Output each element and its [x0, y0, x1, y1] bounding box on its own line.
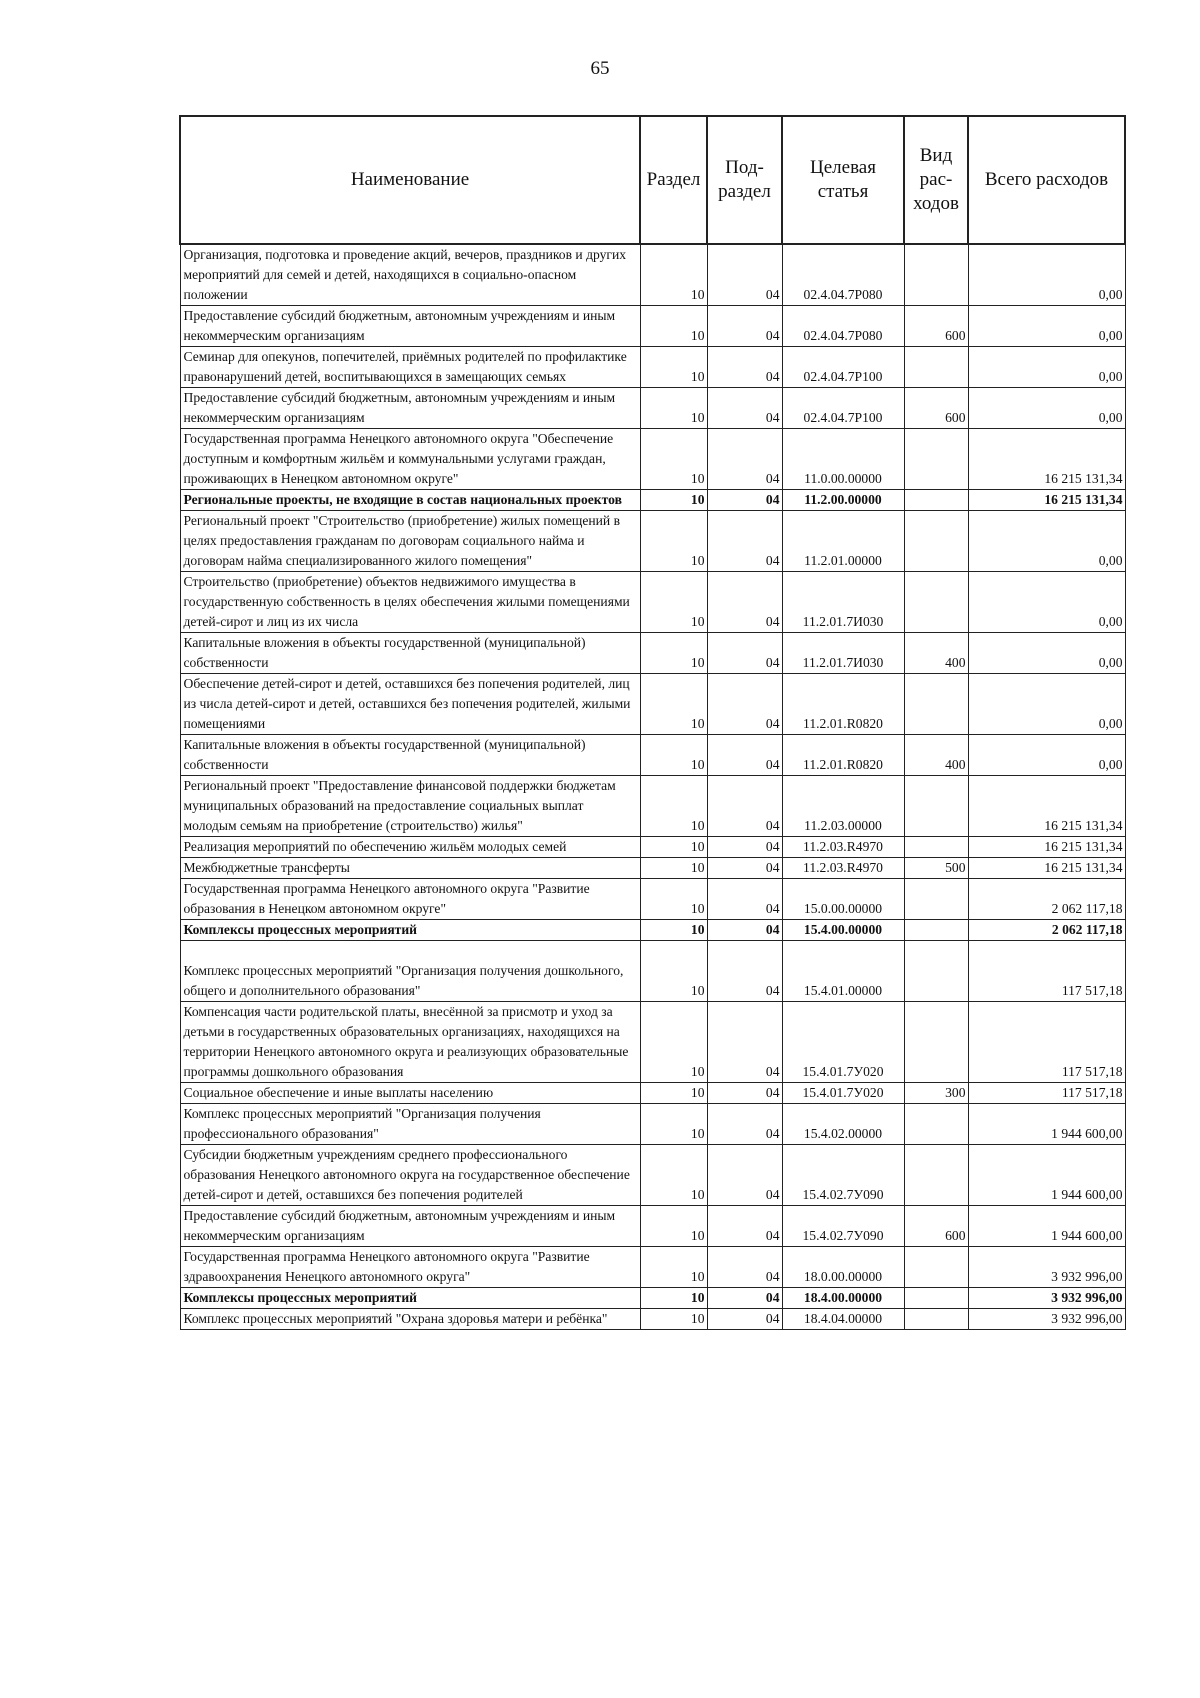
row-subsection: 04 [707, 347, 782, 388]
row-name: Региональный проект "Предоставление финансовой поддержки бюджетам муниципальных образований на предоставление социальных выплат молодым семьям на приобретение (строительство) жилья" [180, 776, 640, 837]
header-subsection: Под- раздел [707, 116, 782, 244]
header-section: Раздел [640, 116, 707, 244]
header-target-item: Целевая статья [782, 116, 904, 244]
row-section: 10 [640, 244, 707, 306]
row-expense-type [904, 879, 968, 920]
row-expense-type [904, 490, 968, 511]
row-subsection: 04 [707, 1247, 782, 1288]
row-amount: 0,00 [968, 633, 1125, 674]
row-name: Организация, подготовка и проведение акций, вечеров, праздников и других мероприятий для семей и детей, находящихся в социально-опасном положении [180, 244, 640, 306]
table-row [180, 633, 1125, 674]
row-amount: 0,00 [968, 244, 1125, 306]
row-target-item: 15.4.01.00000 [782, 941, 904, 1002]
table-row [180, 1002, 1125, 1083]
row-subsection: 04 [707, 1002, 782, 1083]
row-name: Межбюджетные трансферты [180, 858, 640, 879]
table-row [180, 572, 1125, 633]
row-section: 10 [640, 941, 707, 1002]
row-section: 10 [640, 837, 707, 858]
row-amount: 16 215 131,34 [968, 776, 1125, 837]
row-expense-type [904, 429, 968, 490]
row-target-item: 11.2.03.R4970 [782, 837, 904, 858]
row-name: Компенсация части родительской платы, внесённой за присмотр и уход за детьми в государственных образовательных организациях, находящихся на территории Ненецкого автономного округа и реализующих образовательные программы дошкольного образования [180, 1002, 640, 1083]
row-section: 10 [640, 511, 707, 572]
row-expense-type [904, 572, 968, 633]
row-subsection: 04 [707, 920, 782, 941]
row-section: 10 [640, 1083, 707, 1104]
row-section: 10 [640, 776, 707, 837]
table-row [180, 837, 1125, 858]
row-name: Социальное обеспечение и иные выплаты населению [180, 1083, 640, 1104]
row-expense-type [904, 1002, 968, 1083]
row-amount: 117 517,18 [968, 1083, 1125, 1104]
row-section: 10 [640, 858, 707, 879]
row-section: 10 [640, 388, 707, 429]
table-row [180, 1247, 1125, 1288]
row-target-item: 15.4.01.7У020 [782, 1002, 904, 1083]
row-target-item: 11.2.01.7И030 [782, 572, 904, 633]
table-row [180, 347, 1125, 388]
row-subsection: 04 [707, 776, 782, 837]
row-target-item: 15.4.02.7У090 [782, 1206, 904, 1247]
row-section: 10 [640, 1145, 707, 1206]
row-expense-type: 600 [904, 306, 968, 347]
row-amount: 117 517,18 [968, 941, 1125, 1002]
row-target-item: 11.2.03.R4970 [782, 858, 904, 879]
row-target-item: 11.2.00.00000 [782, 490, 904, 511]
row-subsection: 04 [707, 490, 782, 511]
row-target-item: 02.4.04.7Р080 [782, 306, 904, 347]
row-amount: 2 062 117,18 [968, 920, 1125, 941]
row-amount: 0,00 [968, 388, 1125, 429]
row-name: Реализация мероприятий по обеспечению жильём молодых семей [180, 837, 640, 858]
row-subsection: 04 [707, 244, 782, 306]
row-section: 10 [640, 879, 707, 920]
row-subsection: 04 [707, 837, 782, 858]
table-row [180, 1083, 1125, 1104]
row-target-item: 11.2.01.R0820 [782, 735, 904, 776]
row-name: Предоставление субсидий бюджетным, автономным учреждениям и иным некоммерческим организациям [180, 1206, 640, 1247]
row-subsection: 04 [707, 511, 782, 572]
row-name: Строительство (приобретение) объектов недвижимого имущества в государственную собственность в целях обеспечения жилыми помещениями детей-сирот и лиц из их числа [180, 572, 640, 633]
row-subsection: 04 [707, 633, 782, 674]
row-subsection: 04 [707, 1288, 782, 1309]
row-subsection: 04 [707, 1309, 782, 1330]
row-subsection: 04 [707, 1206, 782, 1247]
row-name: Государственная программа Ненецкого автономного округа "Развитие здравоохранения Ненецкого автономного округа" [180, 1247, 640, 1288]
row-section: 10 [640, 1104, 707, 1145]
row-target-item: 02.4.04.7Р100 [782, 347, 904, 388]
row-expense-type [904, 1145, 968, 1206]
header-total: Всего расходов [968, 116, 1125, 244]
row-expense-type [904, 511, 968, 572]
row-target-item: 18.4.00.00000 [782, 1288, 904, 1309]
row-expense-type: 600 [904, 1206, 968, 1247]
row-section: 10 [640, 674, 707, 735]
row-expense-type: 600 [904, 388, 968, 429]
row-amount: 1 944 600,00 [968, 1145, 1125, 1206]
row-target-item: 02.4.04.7Р080 [782, 244, 904, 306]
row-expense-type [904, 674, 968, 735]
table-row [180, 306, 1125, 347]
table-row [180, 674, 1125, 735]
row-name: Комплексы процессных мероприятий [180, 1288, 640, 1309]
row-amount: 0,00 [968, 306, 1125, 347]
row-section: 10 [640, 429, 707, 490]
row-target-item: 15.4.00.00000 [782, 920, 904, 941]
table-row [180, 1288, 1125, 1309]
row-expense-type [904, 920, 968, 941]
row-target-item: 18.4.04.00000 [782, 1309, 904, 1330]
row-target-item: 15.4.01.7У020 [782, 1083, 904, 1104]
row-subsection: 04 [707, 674, 782, 735]
table-row [180, 920, 1125, 941]
row-amount: 16 215 131,34 [968, 490, 1125, 511]
row-subsection: 04 [707, 858, 782, 879]
row-name: Семинар для опекунов, попечителей, приёмных родителей по профилактике правонарушений детей, воспитывающихся в замещающих семьях [180, 347, 640, 388]
row-subsection: 04 [707, 572, 782, 633]
row-name: Предоставление субсидий бюджетным, автономным учреждениям и иным некоммерческим организациям [180, 388, 640, 429]
row-name: Комплекс процессных мероприятий "Организация получения дошкольного, общего и дополнительного образования" [180, 941, 640, 1002]
row-subsection: 04 [707, 388, 782, 429]
row-expense-type: 300 [904, 1083, 968, 1104]
row-target-item: 11.2.01.00000 [782, 511, 904, 572]
row-target-item: 11.2.03.00000 [782, 776, 904, 837]
row-expense-type [904, 1247, 968, 1288]
row-section: 10 [640, 490, 707, 511]
row-subsection: 04 [707, 429, 782, 490]
row-expense-type [904, 941, 968, 1002]
table-row [180, 1309, 1125, 1330]
row-target-item: 11.0.00.00000 [782, 429, 904, 490]
row-name: Капитальные вложения в объекты государственной (муниципальной) собственности [180, 735, 640, 776]
row-expense-type: 400 [904, 735, 968, 776]
table-row [180, 879, 1125, 920]
row-section: 10 [640, 1206, 707, 1247]
row-name: Региональный проект "Строительство (приобретение) жилых помещений в целях предоставления гражданам по договорам социального найма и договорам найма специализированного жилого помещения" [180, 511, 640, 572]
row-amount: 1 944 600,00 [968, 1206, 1125, 1247]
row-section: 10 [640, 347, 707, 388]
row-section: 10 [640, 306, 707, 347]
row-subsection: 04 [707, 879, 782, 920]
row-amount: 0,00 [968, 674, 1125, 735]
row-expense-type [904, 347, 968, 388]
header-name: Наименование [180, 116, 640, 244]
table-row [180, 1145, 1125, 1206]
row-name: Капитальные вложения в объекты государственной (муниципальной) собственности [180, 633, 640, 674]
row-subsection: 04 [707, 306, 782, 347]
row-expense-type [904, 776, 968, 837]
row-expense-type: 400 [904, 633, 968, 674]
row-amount: 3 932 996,00 [968, 1247, 1125, 1288]
row-target-item: 11.2.01.7И030 [782, 633, 904, 674]
row-target-item: 15.4.02.00000 [782, 1104, 904, 1145]
row-subsection: 04 [707, 941, 782, 1002]
row-name: Субсидии бюджетным учреждениям среднего профессионального образования Ненецкого автономного округа на государственное обеспечение детей-сирот и детей, оставшихся без попечения родителей [180, 1145, 640, 1206]
row-section: 10 [640, 633, 707, 674]
row-section: 10 [640, 1309, 707, 1330]
table-row [180, 1104, 1125, 1145]
row-name: Комплексы процессных мероприятий [180, 920, 640, 941]
table-row [180, 388, 1125, 429]
row-subsection: 04 [707, 1104, 782, 1145]
row-expense-type [904, 244, 968, 306]
table-row [180, 776, 1125, 837]
row-expense-type [904, 1309, 968, 1330]
row-name: Комплекс процессных мероприятий "Организация получения профессионального образования" [180, 1104, 640, 1145]
row-section: 10 [640, 920, 707, 941]
table-row [180, 941, 1125, 1002]
row-amount: 16 215 131,34 [968, 429, 1125, 490]
row-section: 10 [640, 572, 707, 633]
header-expense-type: Вид рас- ходов [904, 116, 968, 244]
row-section: 10 [640, 1288, 707, 1309]
row-target-item: 15.0.00.00000 [782, 879, 904, 920]
row-section: 10 [640, 1002, 707, 1083]
table-row [180, 735, 1125, 776]
budget-table [179, 115, 1126, 1330]
row-amount: 0,00 [968, 735, 1125, 776]
row-amount: 0,00 [968, 511, 1125, 572]
row-expense-type [904, 1104, 968, 1145]
row-name: Комплекс процессных мероприятий "Охрана здоровья матери и ребёнка" [180, 1309, 640, 1330]
table-row [180, 429, 1125, 490]
row-amount: 1 944 600,00 [968, 1104, 1125, 1145]
table-row [180, 511, 1125, 572]
header-row [180, 116, 1125, 244]
row-amount: 3 932 996,00 [968, 1309, 1125, 1330]
table-row [180, 490, 1125, 511]
row-amount: 16 215 131,34 [968, 837, 1125, 858]
row-expense-type [904, 1288, 968, 1309]
row-amount: 0,00 [968, 347, 1125, 388]
row-subsection: 04 [707, 1145, 782, 1206]
table-row [180, 1206, 1125, 1247]
row-target-item: 15.4.02.7У090 [782, 1145, 904, 1206]
row-target-item: 11.2.01.R0820 [782, 674, 904, 735]
row-amount: 2 062 117,18 [968, 879, 1125, 920]
row-name: Региональные проекты, не входящие в состав национальных проектов [180, 490, 640, 511]
row-amount: 0,00 [968, 572, 1125, 633]
row-name: Обеспечение детей-сирот и детей, оставшихся без попечения родителей, лиц из числа детей-сирот и детей, оставшихся без попечения родителей, жилыми помещениями [180, 674, 640, 735]
row-expense-type: 500 [904, 858, 968, 879]
table-row [180, 244, 1125, 306]
row-target-item: 02.4.04.7Р100 [782, 388, 904, 429]
row-subsection: 04 [707, 1083, 782, 1104]
row-subsection: 04 [707, 735, 782, 776]
row-expense-type [904, 837, 968, 858]
row-amount: 117 517,18 [968, 1002, 1125, 1083]
row-name: Предоставление субсидий бюджетным, автономным учреждениям и иным некоммерческим организациям [180, 306, 640, 347]
row-amount: 16 215 131,34 [968, 858, 1125, 879]
row-name: Государственная программа Ненецкого автономного округа "Развитие образования в Ненецком автономном округе" [180, 879, 640, 920]
row-section: 10 [640, 1247, 707, 1288]
row-name: Государственная программа Ненецкого автономного округа "Обеспечение доступным и комфортным жильём и коммунальными услугами граждан, проживающих в Ненецком автономном округе" [180, 429, 640, 490]
page-number: 65 [590, 58, 610, 79]
row-target-item: 18.0.00.00000 [782, 1247, 904, 1288]
row-section: 10 [640, 735, 707, 776]
row-amount: 3 932 996,00 [968, 1288, 1125, 1309]
table-row [180, 858, 1125, 879]
